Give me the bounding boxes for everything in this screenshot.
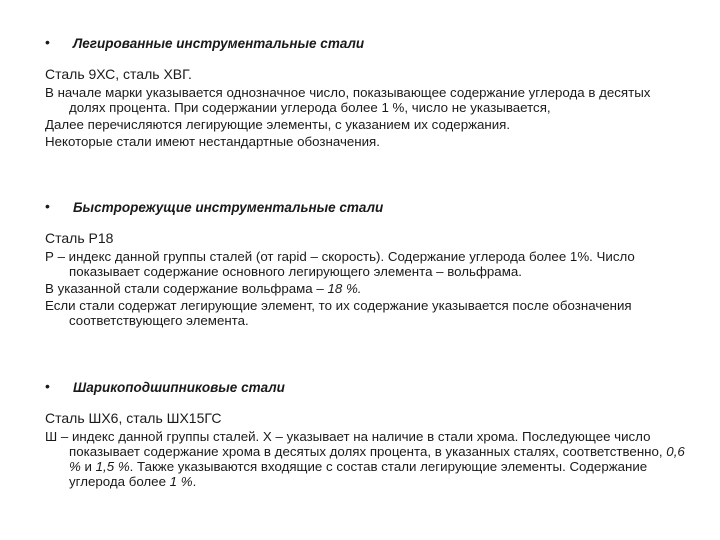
paragraph: Р – индекс данной группы сталей (от rapid – скорость). Содержание углерода более 1%. Число показывает содержание основного легирующего элемента – вольфрама. [45, 249, 635, 279]
bullet-icon: • [45, 34, 50, 50]
paragraph-text: Ш – индекс данной группы сталей. Х – указывает на наличие в стали хрома. Последующее число показывает содержание хрома в десятых долях процента, в указанных сталях, соответственно, [45, 429, 667, 459]
section-subtitle: Сталь 9ХС, сталь ХВГ. [45, 66, 192, 82]
paragraph-text: и [80, 459, 96, 474]
paragraph: Если стали содержат легирующие элемент, то их содержание указывается после обозначения соответствующего элемента. [45, 298, 632, 328]
paragraph: В начале марки указывается однозначное число, показывающее содержание углерода в десятых долях процента. При содержании углерода более 1 %, число не указывается, [45, 85, 651, 115]
section-subtitle: Сталь ШХ6, сталь ШХ15ГС [45, 410, 222, 426]
section-heading: Легированные инструментальные стали [73, 36, 365, 51]
section-alloyed-tool-steels [45, 36, 685, 149]
section-heading-row [45, 380, 685, 402]
tungsten-value: 18 %. [327, 281, 362, 296]
paragraph [45, 281, 685, 296]
chromium-value-1: 0,6 % [69, 444, 685, 474]
paragraph-text: В указанной стали содержание вольфрама – [45, 281, 328, 296]
section-heading-row [45, 36, 685, 58]
bullet-icon: • [45, 378, 50, 394]
chromium-value-2: 1,5 % [95, 459, 130, 474]
carbon-value: 1 % [169, 474, 193, 489]
section-bearing-steels [45, 380, 685, 489]
paragraph: Некоторые стали имеют нестандартные обозначения. [45, 134, 380, 149]
paragraph [45, 429, 685, 489]
section-subtitle: Сталь Р18 [45, 230, 114, 246]
section-heading-row [45, 200, 685, 222]
paragraph-text: . Также указываются входящие с состав стали легирующие элементы. Содержание углерода более [69, 459, 648, 489]
section-heading: Шарикоподшипниковые стали [73, 380, 285, 395]
paragraph-text: . [192, 474, 197, 489]
section-high-speed-steels [45, 200, 685, 328]
paragraph: Далее перечисляются легирующие элементы, с указанием их содержания. [45, 117, 511, 132]
bullet-icon: • [45, 198, 50, 214]
section-heading: Быстрорежущие инструментальные стали [73, 200, 384, 215]
